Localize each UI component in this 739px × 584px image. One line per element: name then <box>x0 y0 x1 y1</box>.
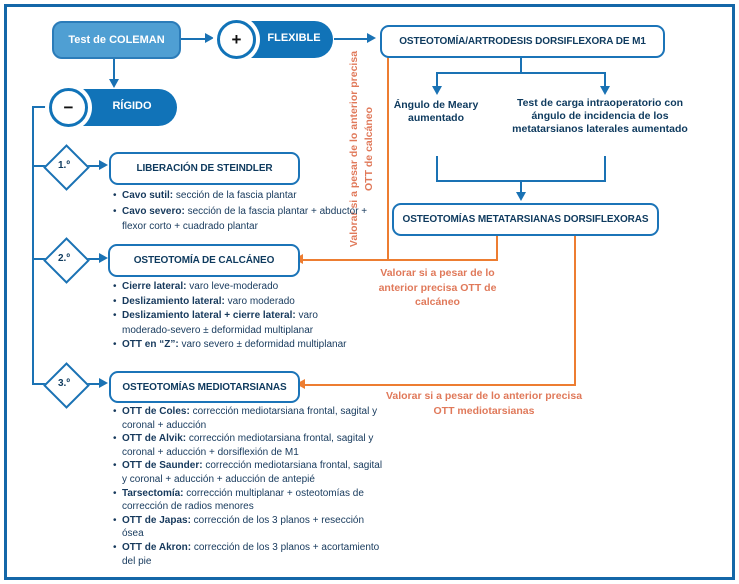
connector-coleman-flexible <box>177 38 206 40</box>
load-test-note: Test de carga intraoperatorio con ángulo de incidencia de los metatarsianos laterales aumentado <box>512 97 688 135</box>
plus-sign: + <box>231 29 242 49</box>
connector-to-meary <box>436 72 438 87</box>
treatment-item: • OTT de Coles: corrección mediotarsiana frontal, sagital y coronal + aducción <box>113 405 385 432</box>
spine-line <box>32 106 34 385</box>
plus-icon <box>217 20 256 59</box>
bracket-right <box>604 156 606 182</box>
treatment-item: • Cavo sutil: sección de la fascia plantar <box>113 188 371 204</box>
treatment-item: • Cierre lateral: varo leve-moderado <box>113 280 363 295</box>
step3-marker: 3.º <box>58 378 70 389</box>
arrowhead <box>600 86 610 95</box>
midtarsal-osteotomies-box <box>109 371 300 403</box>
treatment-item: • OTT de Saunder: corrección mediotarsiana frontal, sagital y coronal + aducción + aducción de antepié <box>113 459 385 486</box>
treatment-item: • Tarsectomía: corrección multiplanar + osteotomías de corrección de radios menores <box>113 487 385 514</box>
treatment-item: • OTT de Akron: corrección de los 3 planos + acortamiento del pie <box>113 541 385 568</box>
midtarsal-osteotomies-title: OSTEOTOMÍAS MEDIOTARSIANAS <box>122 381 287 393</box>
step2-marker: 2.º <box>58 253 70 264</box>
orange-line-m1-down <box>387 54 389 261</box>
minus-icon <box>49 88 88 127</box>
calcaneus-osteotomy-box <box>108 244 300 277</box>
bracket-left <box>436 156 438 182</box>
treatment-item: • Deslizamiento lateral + cierre lateral: varo moderado-severo ± deformidad multiplanar <box>113 309 363 338</box>
arrowhead <box>99 253 108 263</box>
coleman-test-node <box>52 21 181 59</box>
treatment-item: • OTT de Alvik: corrección mediotarsiana frontal, sagital y coronal + aducción + dorsiflexión de M1 <box>113 432 385 459</box>
flexible-label: FLEXIBLE <box>267 32 321 44</box>
steindler-release-title: LIBERACIÓN DE STEINDLER <box>136 163 273 174</box>
treatment-item: • Cavo severo: sección de la fascia plantar + abductor + flexor corto + cuadrado plantar <box>113 204 371 235</box>
step3-bullet-list <box>113 405 385 568</box>
orange-line-meta-down-right <box>574 230 576 386</box>
orange-line-to-calcaneo <box>302 259 498 261</box>
connector-flexible-m1 <box>334 38 368 40</box>
metatarsal-osteotomies-title: OSTEOTOMÍAS METATARSIANAS DORSIFLEXORAS <box>402 214 649 225</box>
treatment-item: • Deslizamiento lateral: varo moderado <box>113 295 363 310</box>
metatarsal-osteotomies-box <box>392 203 659 236</box>
rigido-label: RÍGIDO <box>112 100 152 112</box>
orange-note-vertical: Valorar si a pesar de lo anterior precisa OTT de calcáneo <box>348 50 375 248</box>
arrowhead <box>205 33 214 43</box>
arrowhead <box>109 79 119 88</box>
orange-note-mediotarsianas: Valorar si a pesar de lo anterior precisa OTT mediotarsianas <box>385 390 583 417</box>
arrowhead <box>367 33 376 43</box>
arrowhead <box>516 192 526 201</box>
m1-osteotomy-box <box>380 25 665 58</box>
minus-sign: − <box>63 97 74 117</box>
orange-line-to-mediotarsianas <box>304 384 576 386</box>
step2-bullet-list <box>113 280 363 353</box>
arrowhead <box>99 160 108 170</box>
treatment-item: • OTT en “Z”: varo severo ± deformidad multiplanar <box>113 338 363 353</box>
connector-to-load-test <box>604 72 606 87</box>
meary-angle-note: Ángulo de Meary aumentado <box>393 99 479 124</box>
coleman-test-label: Test de COLEMAN <box>68 34 165 46</box>
arrowhead <box>99 378 108 388</box>
step1-bullet-list <box>113 188 371 235</box>
orange-note-calcaneo: Valorar si a pesar de lo anterior precisa OTT de calcáneo <box>378 267 497 308</box>
calcaneus-osteotomy-title: OSTEOTOMÍA DE CALCÁNEO <box>133 255 275 266</box>
connector-m1-split <box>436 72 606 74</box>
m1-osteotomy-title: OSTEOTOMÍA/ARTRODESIS DORSIFLEXORA DE M1 <box>399 36 646 47</box>
step1-marker: 1.º <box>58 160 70 171</box>
treatment-item: • OTT de Japas: corrección de los 3 planos + resección ósea <box>113 514 385 541</box>
steindler-release-box <box>109 152 300 185</box>
arrowhead <box>432 86 442 95</box>
